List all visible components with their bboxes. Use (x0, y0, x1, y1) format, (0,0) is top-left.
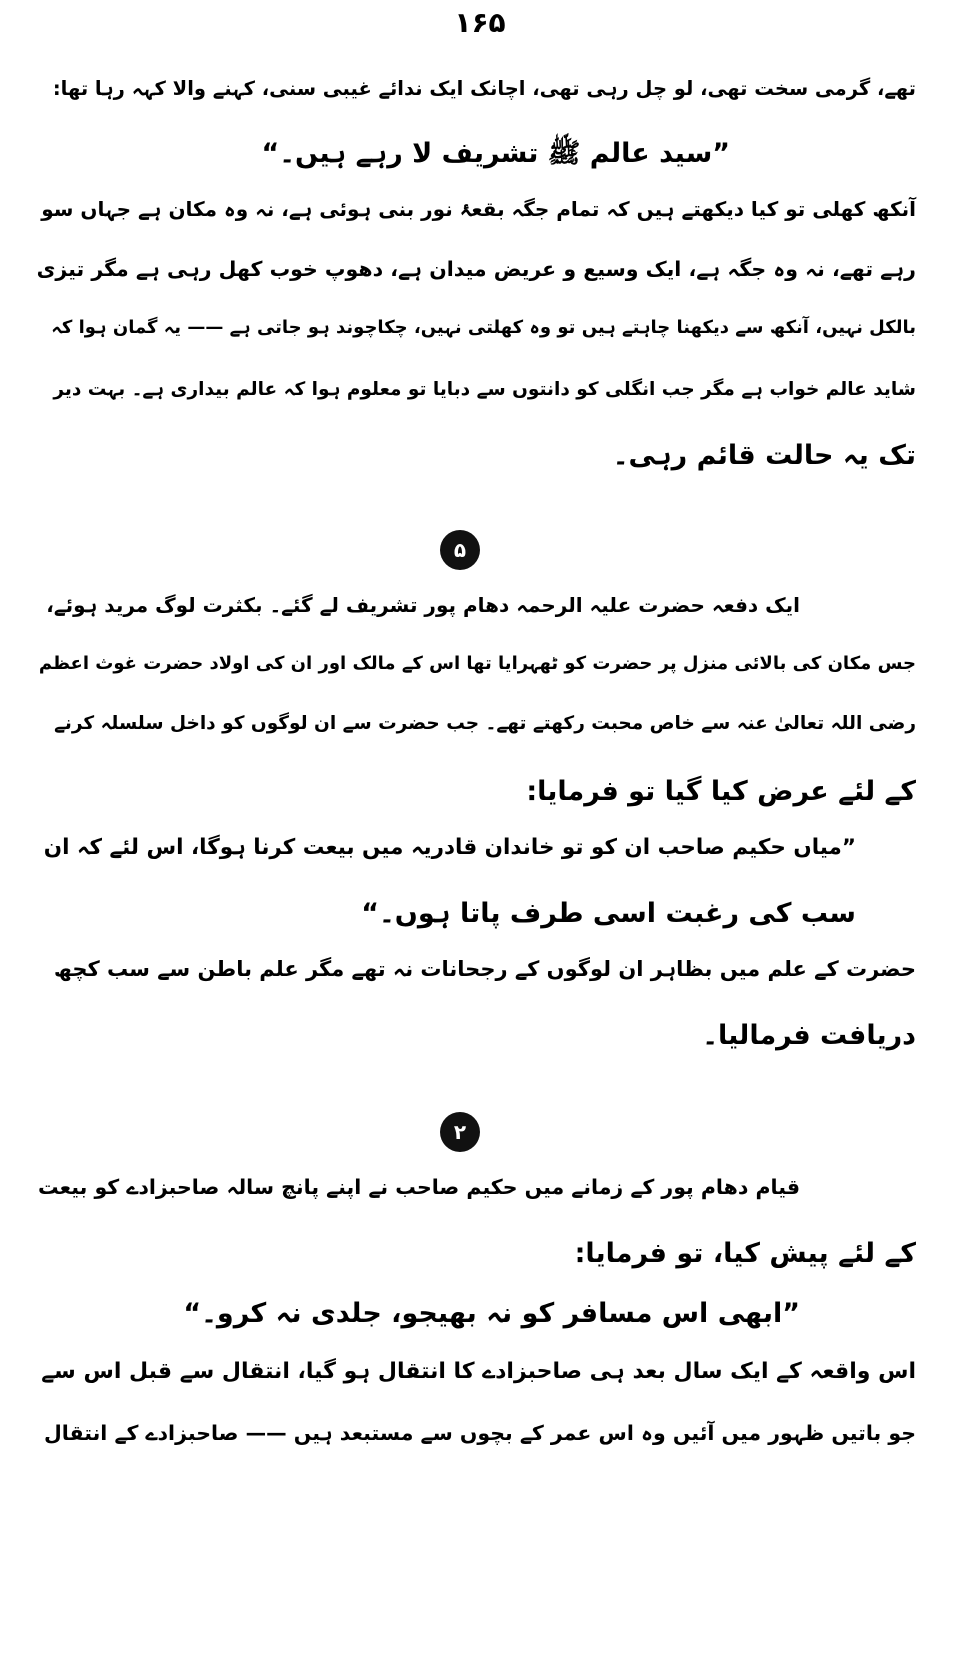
quote-line: سب کی رغبت اسی طرف پاتا ہوں۔“ (361, 898, 856, 929)
text-line: شاید عالم خواب ہے مگر جب انگلی کو دانتوں سے دبایا تو معلوم ہوا کہ عالم بیداری ہے۔ بہت دیر (53, 379, 916, 400)
text-line: قیام دھام پور کے زمانے میں حکیم صاحب نے اپنے پانچ سالہ صاحبزادے کو بیعت (37, 1175, 800, 1199)
section-marker: ۵ (440, 530, 480, 570)
text-line: تھے، گرمی سخت تھی، لو چل رہی تھی، اچانک ایک ندائے غیبی سنی، کہنے والا کہہ رہا تھا: (52, 77, 916, 100)
quote-line: ”ابھی اس مسافر کو نہ بھیجو، جلدی نہ کرو۔“ (183, 1298, 800, 1329)
text-line: دریافت فرمالیا۔ (702, 1020, 916, 1051)
text-line: جو باتیں ظہور میں آئیں وہ اس عمر کے بچوں سے مستبعد ہیں —— صاحبزادے کے انتقال (43, 1421, 916, 1445)
text-line: اس واقعہ کے ایک سال بعد ہی صاحبزادے کا انتقال ہو گیا، انتقال سے قبل اس سے (41, 1359, 916, 1384)
text-line: حضرت کے علم میں بظاہر ان لوگوں کے رجحانات نہ تھے مگر علم باطن سے سب کچھ (53, 957, 916, 981)
quote-line: ”میاں حکیم صاحب ان کو تو خاندان قادریہ میں بیعت کرنا ہوگا، اس لئے کہ ان (43, 835, 856, 860)
text-line: کے لئے عرض کیا گیا تو فرمایا: (526, 776, 916, 807)
text-line: رہے تھے، نہ وہ جگہ ہے، ایک وسیع و عریض میدان ہے، دھوپ خوب کھل رہی ہے مگر تیزی (36, 257, 916, 281)
text-line: ایک دفعہ حضرت علیہ الرحمہ دھام پور تشریف لے گئے۔ بکثرت لوگ مرید ہوئے، (46, 593, 800, 617)
section-marker: ۲ (440, 1112, 480, 1152)
quote-line: ”سید عالم ﷺ تشریف لا رہے ہیں۔“ (261, 138, 730, 169)
text-line: کے لئے پیش کیا، تو فرمایا: (574, 1238, 916, 1269)
text-line: رضی اللہ تعالیٰ عنہ سے خاص محبت رکھتے تھے۔ جب حضرت سے ان لوگوں کو داخل سلسلہ کرنے (54, 713, 916, 734)
text-line: تک یہ حالت قائم رہی۔ (612, 440, 916, 471)
text-line: جس مکان کی بالائی منزل پر حضرت کو ٹھہرایا تھا اس کے مالک اور ان کی اولاد حضرت غوث اعظم (38, 653, 916, 674)
text-line: بالکل نہیں، آنکھ سے دیکھنا چاہتے ہیں تو وہ کھلتی نہیں، چکاچوند ہو جاتی ہے —— یہ گمان ہوا کہ (51, 317, 916, 338)
page-number: ۱۶۵ (454, 6, 506, 39)
text-line: آنکھ کھلی تو کیا دیکھتے ہیں کہ تمام جگہ بقعۂ نور بنی ہوئی ہے، نہ وہ مکان ہے جہاں سو (41, 197, 916, 221)
